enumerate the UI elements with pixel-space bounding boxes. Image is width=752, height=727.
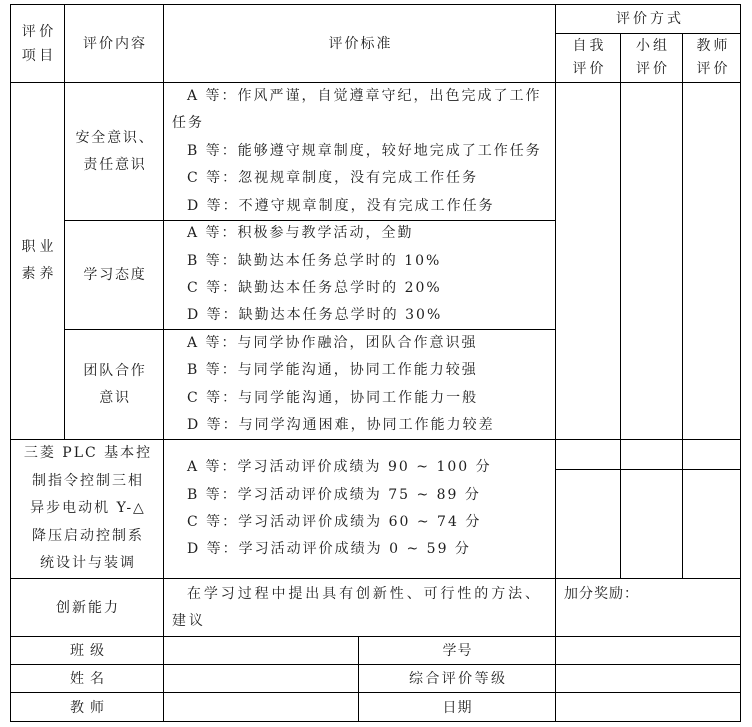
- name-label-cell: [10, 664, 163, 692]
- header-eval-item: [10, 4, 64, 82]
- innovation-description-cell: [163, 578, 555, 636]
- class-value-cell: [163, 636, 358, 664]
- header-group-eval-line: 小组: [636, 38, 670, 54]
- header-eval-method: [555, 4, 741, 33]
- header-eval-method-label: 评价方式: [616, 10, 684, 27]
- criterion-grade-c: C 等：学习活动评价成绩为 60 ~ 74 分: [187, 514, 482, 530]
- project-title-line: 统设计与装调: [40, 555, 136, 572]
- criteria-teamwork: [163, 329, 555, 439]
- content-line: 安全意识、: [75, 129, 155, 146]
- header-group-eval: [620, 33, 682, 82]
- criteria-safety-responsibility: [163, 82, 555, 220]
- header-group-eval-line: 评价: [636, 61, 670, 77]
- overall-grade-value-cell: [555, 664, 741, 692]
- header-teacher-eval: [682, 33, 741, 82]
- professional-title-line: 素养: [21, 266, 58, 282]
- header-self-eval-line: 评价: [572, 61, 607, 77]
- criterion-grade-b: B 等：缺勤达本任务总学时的 10%: [187, 252, 442, 269]
- self-eval-cell-professional: [555, 82, 620, 439]
- criterion-grade-c: C 等：缺勤达本任务总学时的 20%: [187, 280, 442, 296]
- teacher-eval-cell-project-top: [682, 439, 741, 469]
- project-title-line: 异步电动机 Y-△: [30, 500, 146, 517]
- content-safety-responsibility: [64, 82, 163, 220]
- header-self-eval-line: 自我: [572, 38, 607, 54]
- header-eval-item-line: 项目: [21, 47, 57, 64]
- group-eval-cell-project: [620, 469, 682, 578]
- student-id-label: 学号: [442, 642, 473, 659]
- content-line: 意识: [99, 389, 131, 406]
- header-eval-standard: [163, 4, 555, 82]
- content-line: 团队合作: [83, 362, 147, 379]
- criterion-grade-a: A 等：作风严谨，自觉遵章守纪，出色完成了工作任务: [172, 87, 542, 132]
- innovation-label-cell: [10, 578, 163, 636]
- criterion-grade-b: B 等：能够遵守规章制度，较好地完成了工作任务: [187, 142, 542, 159]
- criterion-grade-c: C 等：与同学能沟通，协同工作能力一般: [187, 389, 479, 406]
- date-label: 日期: [442, 699, 473, 716]
- innovation-description: 在学习过程中提出具有创新性、可行性的方法、建议: [172, 585, 542, 629]
- overall-grade-label: 综合评价等级: [408, 670, 508, 687]
- criterion-grade-d: D 等：学习活动评价成绩为 0 ~ 59 分: [187, 541, 471, 558]
- project-title-line: 三菱 PLC 基本控: [23, 445, 153, 462]
- content-line: 责任意识: [83, 156, 147, 173]
- content-teamwork: [64, 329, 163, 439]
- teacher-value-cell: [163, 692, 358, 722]
- self-eval-cell-project-top: [555, 439, 620, 469]
- header-self-eval: [555, 33, 620, 82]
- criteria-learning-attitude: [163, 220, 555, 329]
- overall-grade-label-cell: [358, 664, 555, 692]
- criterion-grade-a: A 等：学习活动评价成绩为 90 ~ 100 分: [187, 459, 492, 476]
- criteria-project: [163, 439, 555, 578]
- name-value-cell: [163, 664, 358, 692]
- criterion-grade-c: C 等：忽视规章制度，没有完成工作任务: [187, 170, 479, 187]
- teacher-label-cell: [10, 692, 163, 722]
- teacher-eval-cell-project: [682, 469, 741, 578]
- teacher-eval-cell-professional: [682, 82, 741, 439]
- content-learning-attitude: [64, 220, 163, 329]
- name-label: 姓名: [70, 670, 110, 687]
- class-label: 班级: [70, 642, 110, 659]
- header-eval-standard-label: 评价标准: [328, 35, 393, 52]
- header-eval-content-label: 评价内容: [83, 35, 147, 52]
- criterion-grade-b: B 等：与同学能沟通，协同工作能力较强: [187, 362, 478, 379]
- date-label-cell: [358, 692, 555, 722]
- criterion-grade-b: B 等：学习活动评价成绩为 75 ~ 89 分: [187, 486, 481, 503]
- project-title-line: 制指令控制三相: [32, 472, 144, 489]
- teacher-label: 教师: [70, 699, 110, 716]
- header-teacher-eval-line: 评价: [696, 61, 731, 77]
- student-id-value-cell: [555, 636, 741, 664]
- professional-title-line: 职业: [21, 239, 58, 255]
- innovation-label: 创新能力: [56, 599, 120, 616]
- header-eval-item-line: 评价: [21, 23, 57, 40]
- header-teacher-eval-line: 教师: [696, 38, 731, 54]
- criterion-grade-a: A 等：与同学协作融洽，团队合作意识强: [187, 334, 478, 351]
- criterion-grade-d: D 等：不遵守规章制度，没有完成工作任务: [187, 197, 495, 214]
- bonus-cell: [555, 578, 741, 636]
- class-label-cell: [10, 636, 163, 664]
- project-section-title: [10, 439, 163, 578]
- content-line: 学习态度: [83, 266, 147, 283]
- project-title-line: 降压启动控制系: [32, 527, 144, 544]
- self-eval-cell-project: [555, 469, 620, 578]
- group-eval-cell-professional: [620, 82, 682, 439]
- group-eval-cell-project-top: [620, 439, 682, 469]
- professional-section-title: [10, 82, 64, 439]
- criterion-grade-d: D 等：与同学沟通困难，协同工作能力较差: [187, 416, 495, 433]
- criterion-grade-a: A 等：积极参与教学活动，全勤: [187, 225, 414, 242]
- header-eval-content: [64, 4, 163, 82]
- date-value-cell: [555, 692, 741, 722]
- criterion-grade-d: D 等：缺勤达本任务总学时的 30%: [187, 307, 443, 324]
- student-id-label-cell: [358, 636, 555, 664]
- bonus-label: 加分奖励：: [564, 586, 639, 602]
